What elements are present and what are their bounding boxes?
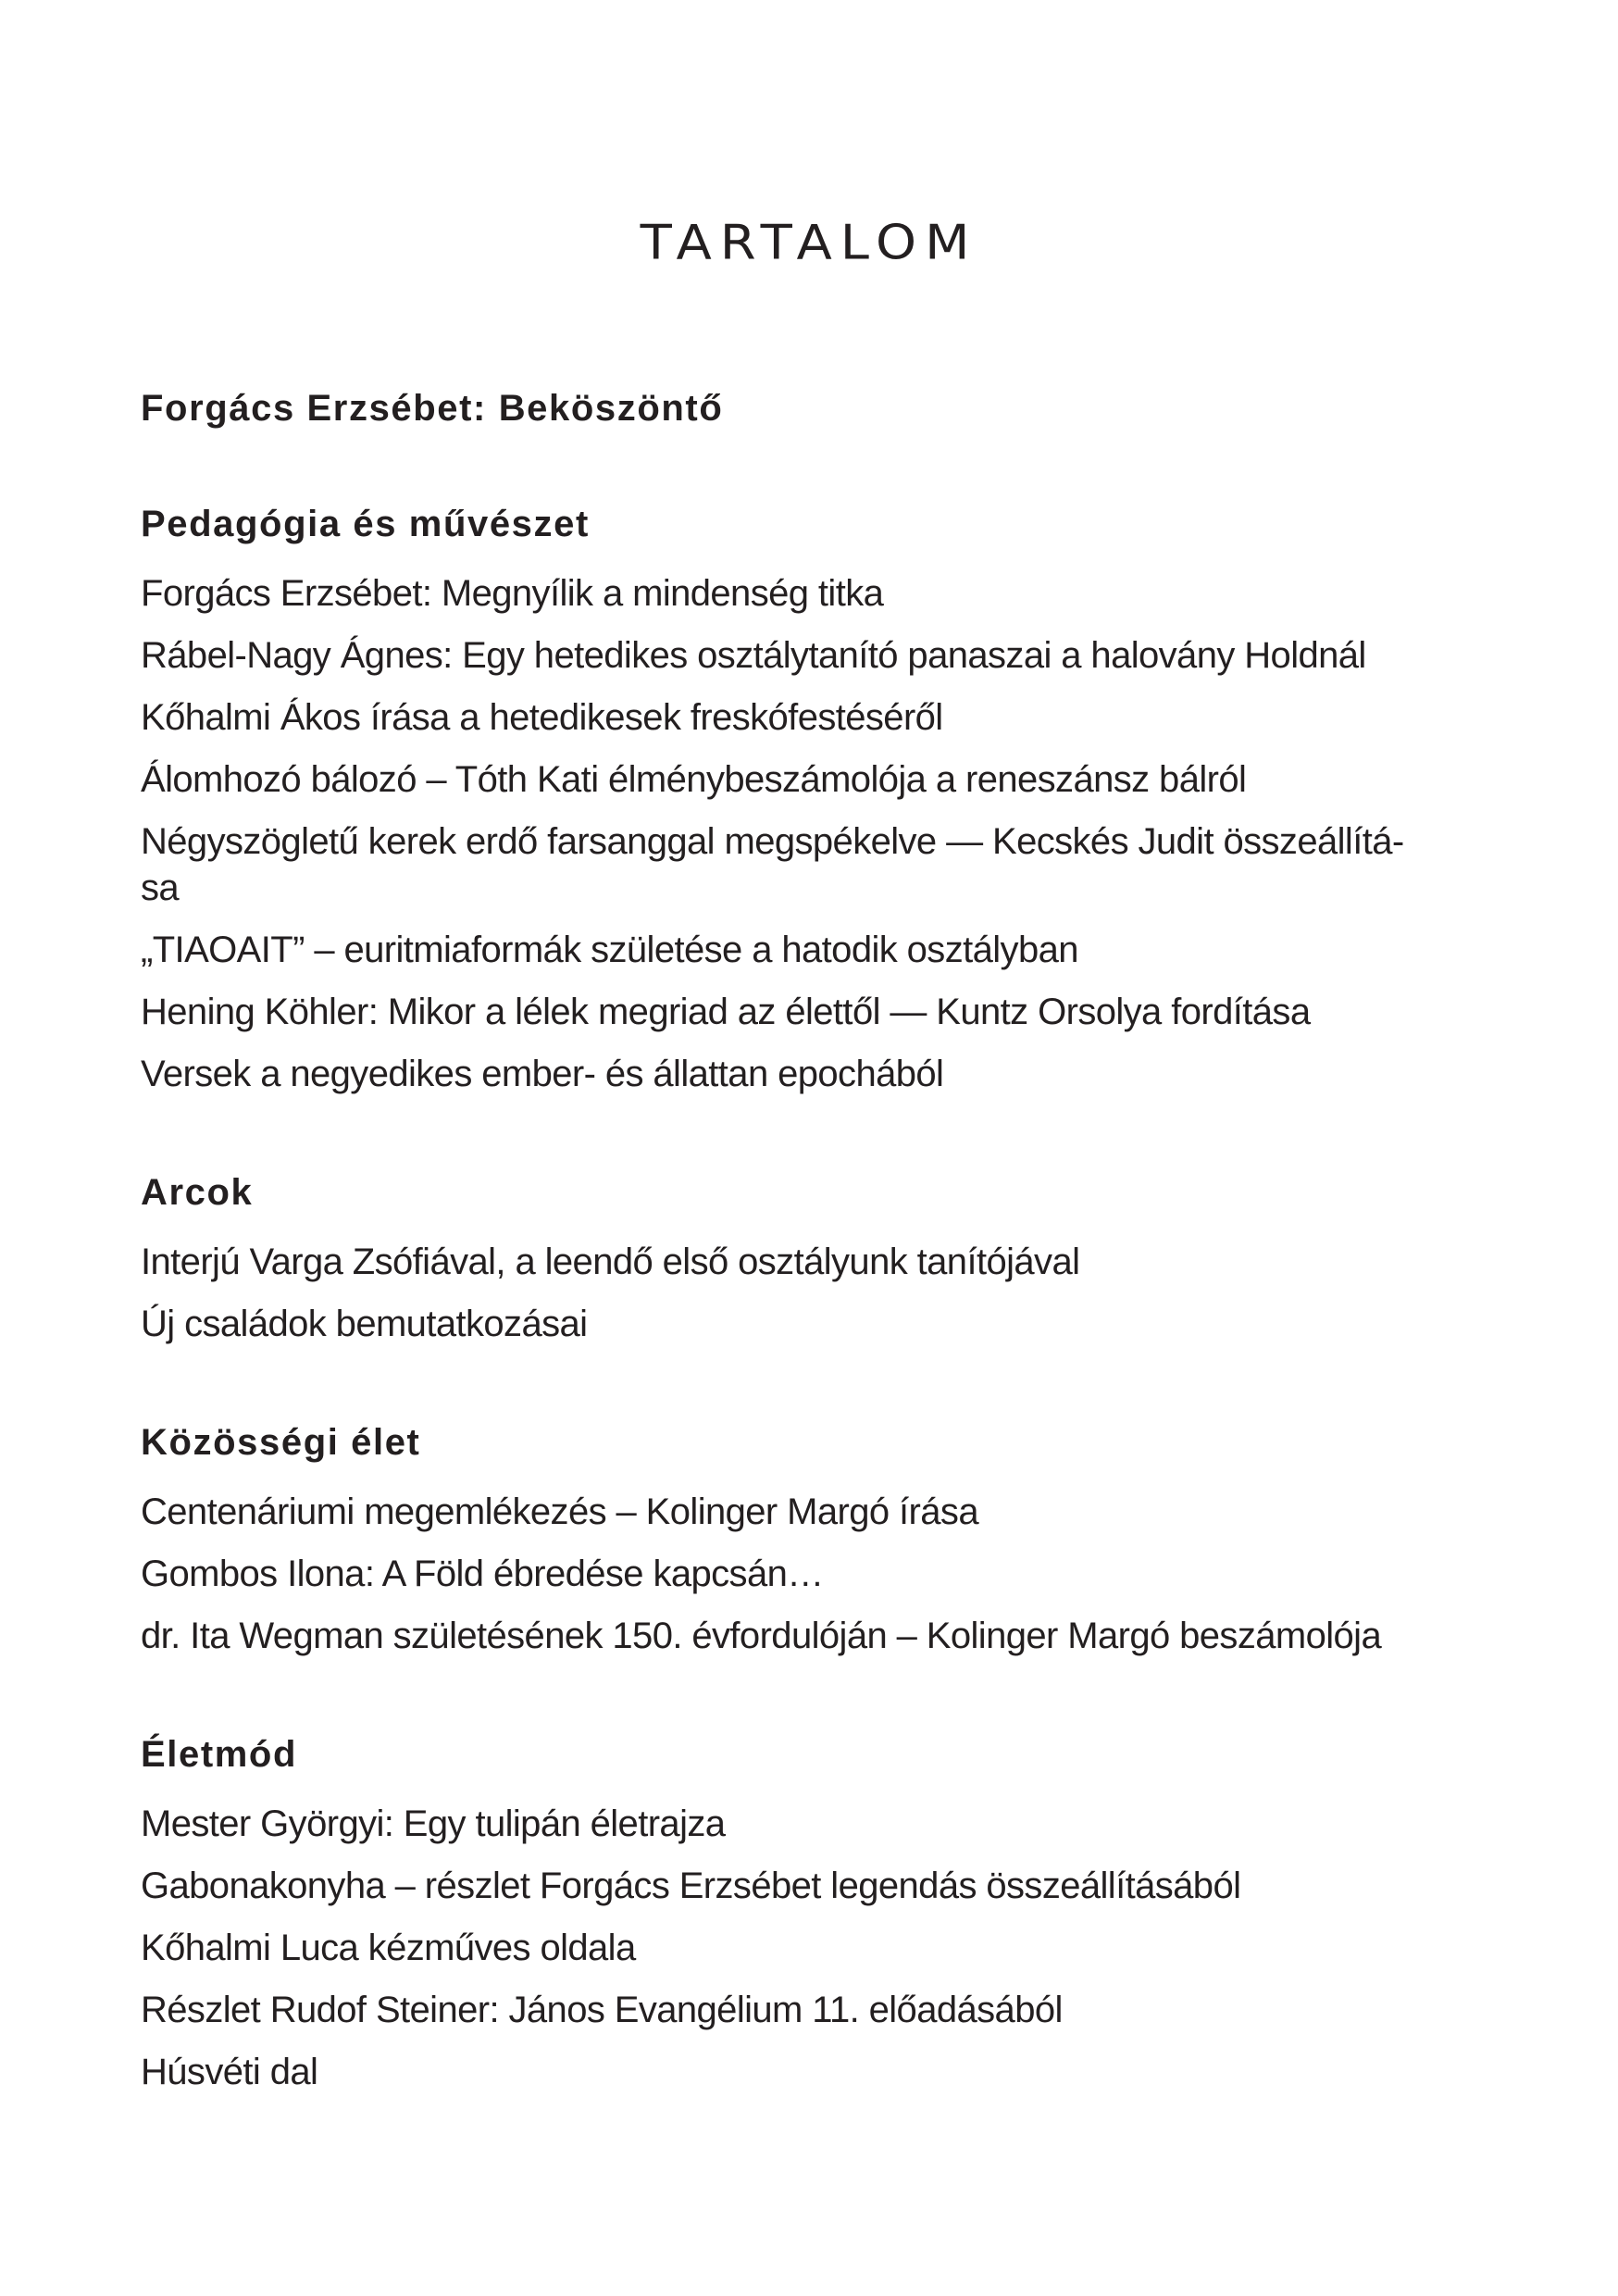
toc-entry-text: Versek a negyedikes ember- és állattan epochából [141, 1054, 944, 1094]
section-eletmod [141, 1731, 1492, 2095]
toc-entry-text: Interjú Varga Zsófiával, a leendő első osztályunk tanítójával [141, 1242, 1080, 1282]
toc-entry [141, 1863, 1492, 1909]
toc-entry [141, 1301, 1492, 1347]
toc-entry [141, 2049, 1492, 2095]
toc-entry-text: Kőhalmi Ákos írása a hetedikesek freskófestéséről [141, 697, 943, 738]
toc-entry-text: Álomhozó bálozó – Tóth Kati élménybeszámolója a reneszánsz bálról [141, 759, 1247, 800]
page-title: TARTALOM [640, 215, 978, 271]
toc-entry [141, 756, 1492, 803]
toc-entry [141, 1987, 1492, 2033]
section-list [141, 1239, 1492, 1347]
toc-entry-text: Hening Köhler: Mikor a lélek megriad az élettől — Kuntz Orsolya fordítása [141, 992, 1311, 1032]
toc-entry [141, 1489, 1492, 1535]
section-heading: Pedagógia és művészet [141, 504, 590, 544]
toc-entry-text: Húsvéti dal [141, 2052, 318, 2092]
toc-entry [141, 1239, 1492, 1285]
toc-entry [141, 927, 1492, 973]
toc-entry [141, 989, 1492, 1035]
toc-entry [141, 1613, 1492, 1659]
section-heading: Életmód [141, 1734, 297, 1775]
toc-entry-text: Kőhalmi Luca kézműves oldala [141, 1928, 636, 1968]
toc-entry-text-continuation: sa [141, 867, 180, 908]
section-kozossegi-elet [141, 1419, 1492, 1659]
section-list [141, 1801, 1492, 2095]
intro-entry: Forgács Erzsébet: Beköszöntő [141, 388, 724, 429]
toc-entry-text: Mester Györgyi: Egy tulipán életrajza [141, 1803, 726, 1844]
toc-entry [141, 570, 1492, 617]
toc-entry-text: Négyszögletű kerek erdő farsanggal megspékelve — Kecskés Judit összeállítá- [141, 821, 1404, 862]
toc-entry [141, 1925, 1492, 1971]
toc-entry [141, 632, 1492, 679]
toc-entry-text: Új családok bemutatkozásai [141, 1304, 588, 1344]
section-pedagogia [141, 501, 1492, 1097]
section-list [141, 1489, 1492, 1659]
toc-entry-text: „TIAOAIT” – euritmiaformák születése a hatodik osztályban [141, 930, 1078, 970]
toc-entry-text: Rábel-Nagy Ágnes: Egy hetedikes osztálytanító panaszai a halovány Holdnál [141, 635, 1366, 676]
toc-entry [141, 1051, 1492, 1097]
toc-entry-text: Forgács Erzsébet: Megnyílik a mindenség titka [141, 573, 884, 614]
toc-entry [141, 818, 1492, 911]
toc-entry-text: Gabonakonyha – részlet Forgács Erzsébet legendás összeállításából [141, 1866, 1241, 1906]
section-arcok [141, 1169, 1492, 1347]
toc-entry [141, 1551, 1492, 1597]
toc-entry [141, 694, 1492, 741]
section-list [141, 570, 1492, 1097]
toc-entry-text: Gombos Ilona: A Föld ébredése kapcsán… [141, 1554, 824, 1594]
toc-entry-text: dr. Ita Wegman születésének 150. évfordulóján – Kolinger Margó beszámolója [141, 1616, 1382, 1656]
table-of-contents [141, 385, 1492, 2095]
toc-entry-text: Részlet Rudof Steiner: János Evangélium 11. előadásából [141, 1990, 1063, 2030]
toc-entry-text: Centenáriumi megemlékezés – Kolinger Margó írása [141, 1491, 978, 1532]
toc-entry [141, 1801, 1492, 1847]
section-heading: Közösségi élet [141, 1422, 421, 1463]
section-heading: Arcok [141, 1172, 254, 1213]
